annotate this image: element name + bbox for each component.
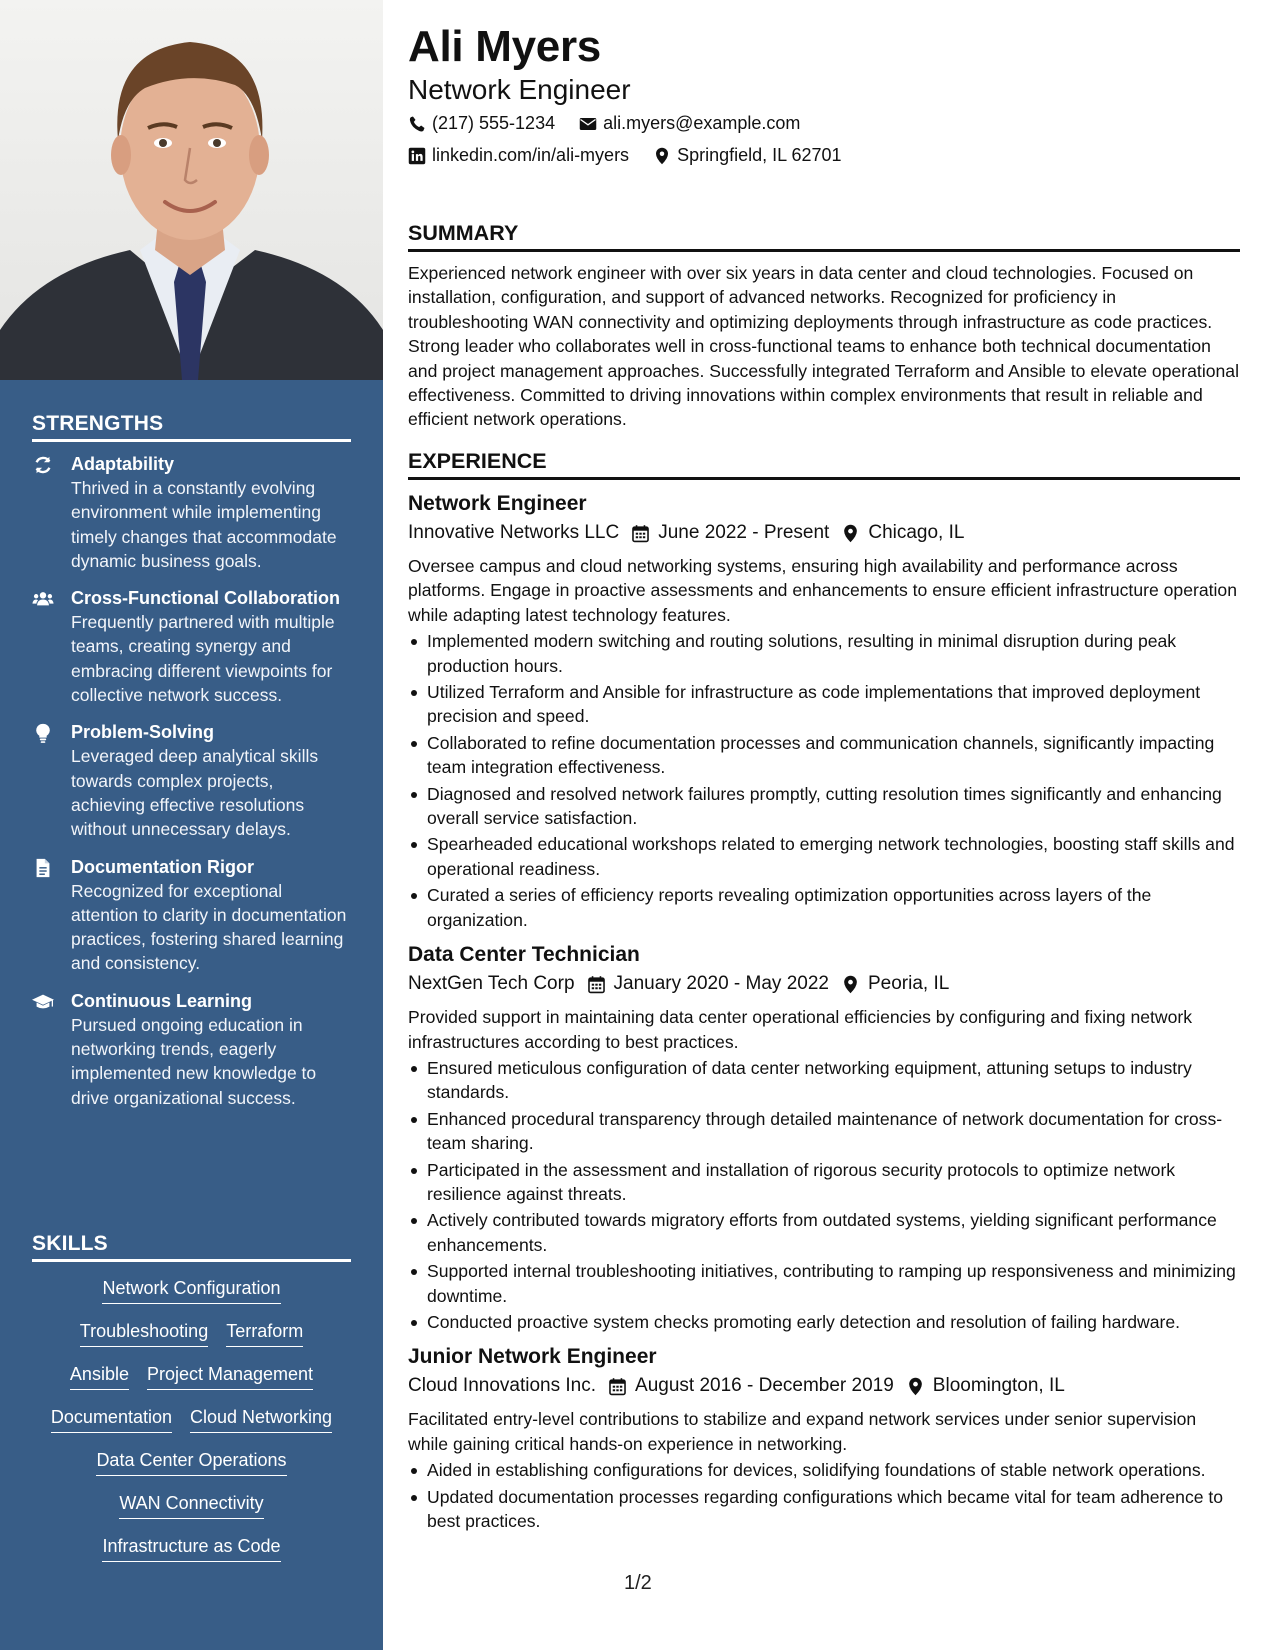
summary-heading: SUMMARY: [408, 221, 1240, 252]
refresh-icon: [32, 454, 54, 476]
contact-row: [408, 113, 800, 134]
job-bullet: Spearheaded educational workshops related to emerging network technologies, boosting staff skills and operational readiness.: [408, 832, 1240, 881]
strength-item: [32, 855, 351, 976]
job-bullet: Utilized Terraform and Ansible for infrastructure as code implementations that improved deployment precision and speed.: [408, 680, 1240, 729]
job-bullet: Participated in the assessment and installation of rigorous security protocols to optimize network resilience against threats.: [408, 1158, 1240, 1207]
document-icon: [32, 857, 54, 879]
job-dates: August 2016 - December 2019: [635, 1375, 894, 1397]
strength-desc: Recognized for exceptional attention to clarity in documentation practices, fostering shared learning and consistency.: [71, 880, 347, 974]
experience-list: [408, 490, 1240, 1542]
job-bullet: Enhanced procedural transparency through detailed maintenance of network documentation for cross-team sharing.: [408, 1107, 1240, 1156]
page-number: 1/2: [624, 1572, 652, 1594]
job-company: NextGen Tech Corp: [408, 973, 575, 995]
job-meta: [408, 971, 1240, 997]
job-dates: January 2020 - May 2022: [613, 973, 829, 995]
location-pin-icon: [841, 975, 860, 994]
skill-tag: Data Center Operations: [96, 1448, 286, 1476]
calendar-icon: [608, 1377, 627, 1396]
skill-tag: Network Configuration: [102, 1276, 280, 1304]
strength-desc: Leveraged deep analytical skills towards complex projects, achieving effective resolutions without unnecessary delays.: [71, 746, 319, 840]
job-company: Cloud Innovations Inc.: [408, 1375, 597, 1397]
envelope-icon: [579, 115, 597, 133]
contact-row: [408, 145, 842, 166]
job-bullet: Curated a series of efficiency reports revealing optimization opportunities across layers of the organization.: [408, 883, 1240, 932]
job-bullet: Conducted proactive system checks promoting early detection and resolution of failing hardware.: [408, 1310, 1240, 1334]
users-icon: [32, 588, 54, 610]
job-title: Data Center Technician: [408, 943, 640, 967]
lightbulb-icon: [32, 722, 54, 744]
linkedin-link[interactable]: linkedin.com/in/ali-myers: [432, 145, 630, 165]
strength-title: Documentation Rigor: [71, 856, 254, 877]
skill-tag: Project Management: [147, 1362, 313, 1390]
experience-heading: EXPERIENCE: [408, 449, 1240, 480]
skills-heading: SKILLS: [32, 1232, 351, 1262]
job-entry: [408, 1343, 1240, 1533]
strength-item: [32, 989, 351, 1110]
job-bullet: Implemented modern switching and routing solutions, resulting in minimal disruption during peak production hours.: [408, 629, 1240, 678]
job-meta: [408, 1373, 1240, 1399]
location-text: Springfield, IL 62701: [677, 145, 842, 165]
strength-title: Adaptability: [71, 454, 175, 474]
job-description: Provided support in maintaining data center operational efficiencies by configuring and fixing network infrastructures according to best practices.: [408, 1007, 1193, 1052]
strength-desc: Pursued ongoing education in networking trends, eagerly implemented new knowledge to drive organizational success.: [71, 1014, 317, 1108]
phone-number[interactable]: (217) 555-1234: [432, 113, 556, 133]
graduation-cap-icon: [32, 991, 54, 1013]
strength-title: Continuous Learning: [71, 990, 252, 1011]
skill-tag: Ansible: [70, 1362, 129, 1390]
job-entry: [408, 490, 1240, 932]
skill-tag: Documentation: [51, 1405, 172, 1433]
job-meta: [408, 520, 1240, 546]
job-bullets: [408, 1458, 1240, 1533]
candidate-name: Ali Myers: [408, 22, 601, 71]
job-company: Innovative Networks LLC: [408, 522, 620, 543]
skill-tag: Infrastructure as Code: [102, 1534, 280, 1562]
job-location: Bloomington, IL: [932, 1375, 1065, 1397]
email-link[interactable]: ali.myers@example.com: [603, 113, 801, 133]
strengths-section: [32, 412, 351, 1123]
job-bullet: Actively contributed towards migratory efforts from outdated systems, yielding significant performance enhancements.: [408, 1208, 1240, 1257]
job-description: Oversee campus and cloud networking systems, ensuring high availability and performance across platforms. Engage in proactive assessments and enhancements to ensure efficient infrastructure operation while adapting latest technology features.: [408, 556, 1238, 625]
calendar-icon: [631, 524, 650, 543]
job-dates: June 2022 - Present: [658, 522, 830, 543]
strength-item: [32, 720, 351, 841]
job-location: Chicago, IL: [868, 522, 965, 543]
skill-tag: Terraform: [226, 1319, 303, 1347]
strength-title: Cross-Functional Collaboration: [71, 588, 341, 609]
job-title: Network Engineer: [408, 492, 587, 515]
linkedin-icon: [408, 147, 426, 165]
calendar-icon: [587, 975, 606, 994]
candidate-title: Network Engineer: [408, 74, 631, 105]
job-entry: [408, 941, 1240, 1334]
strength-item: [32, 586, 351, 707]
sidebar: [0, 0, 383, 1650]
job-bullet: Collaborated to refine documentation processes and communication channels, significantly impacting team integration effectiveness.: [408, 731, 1240, 780]
skill-tag: Cloud Networking: [190, 1405, 332, 1433]
job-bullet: Aided in establishing configurations for devices, solidifying foundations of stable network operations.: [408, 1458, 1240, 1482]
job-bullet: Supported internal troubleshooting initiatives, contributing to ramping up responsiveness and minimizing downtime.: [408, 1259, 1240, 1308]
skills-section: [32, 1232, 351, 1577]
job-location: Peoria, IL: [867, 973, 950, 995]
location-pin-icon: [653, 147, 671, 165]
job-bullets: [408, 1056, 1240, 1334]
summary-text: Experienced network engineer with over six years in data center and cloud technologies. Focused on installation, configuration, and support of advanced networks. Recognized for proficiency in troubleshooting WAN connectivity and optimizing deployments through infrastructure as code practices. Strong leader who collaborates well in cross-functional teams to enhance both technical documentation and project management approaches. Successfully integrated Terraform and Ansible to elevate operational effectiveness. Committed to driving innovations within complex environments that result in reliable and efficient network operations.: [408, 263, 1239, 430]
strengths-heading: STRENGTHS: [32, 412, 351, 442]
job-bullet: Updated documentation processes regarding configurations which became vital for team adherence to best practices.: [408, 1485, 1240, 1534]
job-description: Facilitated entry-level contributions to stabilize and expand network services under senior supervision while gaining critical hands-on experience in networking.: [408, 1409, 1197, 1454]
job-title: Junior Network Engineer: [408, 1345, 657, 1369]
job-bullet: Diagnosed and resolved network failures promptly, cutting resolution times significantly and enhancing overall service satisfaction.: [408, 782, 1240, 831]
strength-desc: Thrived in a constantly evolving environment while implementing timely changes that accommodate dynamic business goals.: [71, 478, 337, 571]
location-pin-icon: [906, 1377, 925, 1396]
phone-icon: [408, 115, 426, 133]
strength-item: [32, 452, 351, 573]
skill-tag: Troubleshooting: [80, 1319, 208, 1347]
strength-title: Problem-Solving: [71, 722, 215, 743]
job-bullets: [408, 629, 1240, 932]
job-bullet: Ensured meticulous configuration of data center networking equipment, attuning setups to industry standards.: [408, 1056, 1240, 1105]
location-pin-icon: [841, 524, 860, 543]
strength-desc: Frequently partnered with multiple teams, creating synergy and embracing different viewpoints for collective network success.: [71, 612, 335, 706]
skills-list: [32, 1272, 351, 1562]
skill-tag: WAN Connectivity: [119, 1491, 263, 1519]
profile-photo: [0, 0, 383, 380]
